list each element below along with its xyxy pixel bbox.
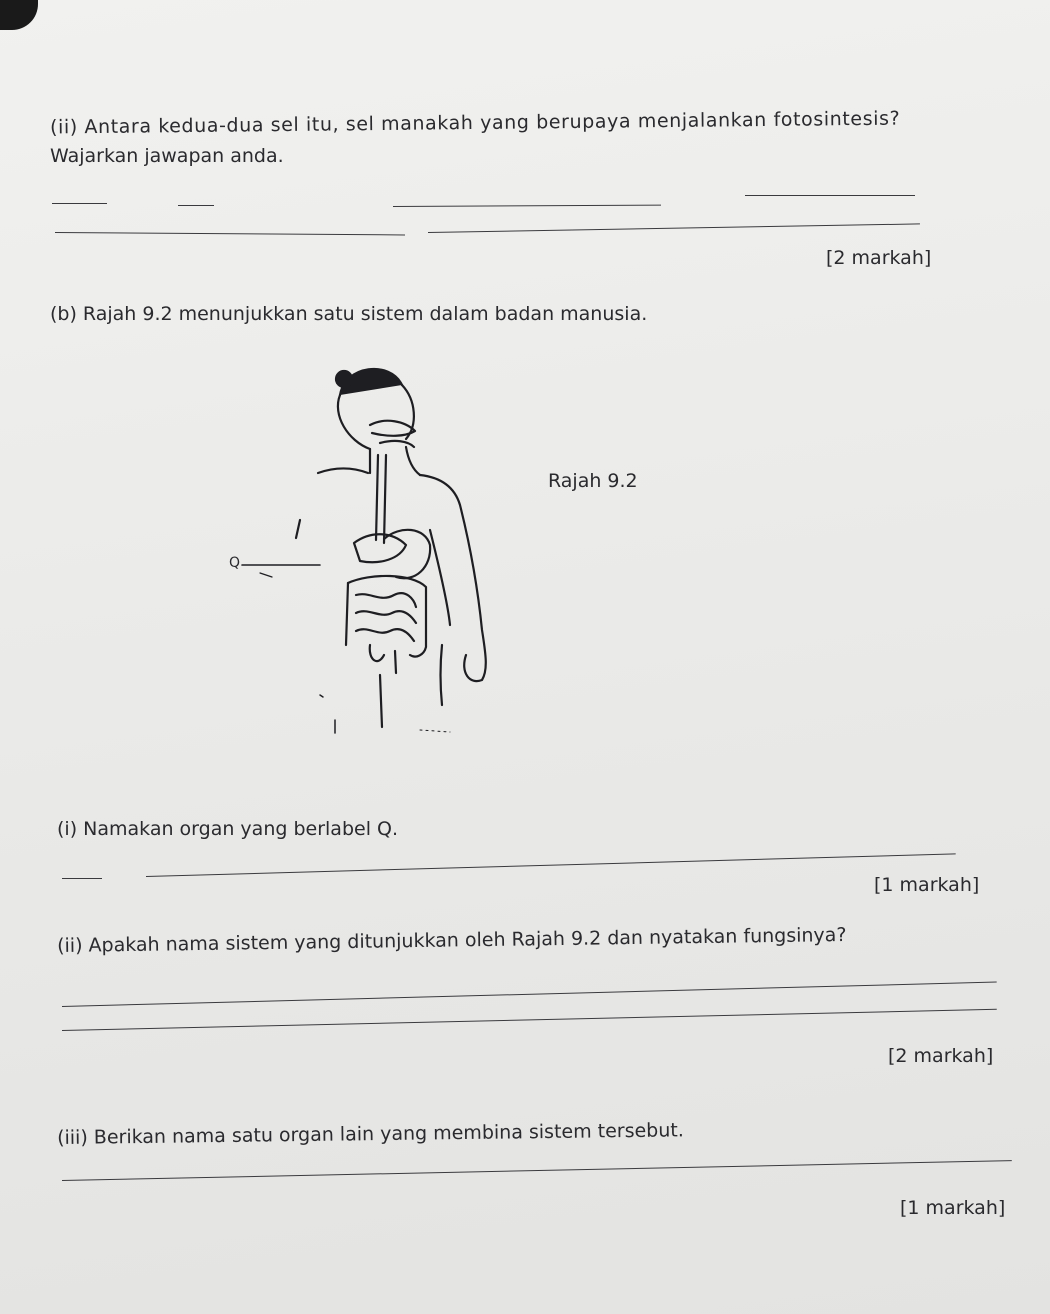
anus — [395, 651, 396, 673]
question-ii-a-line2: Wajarkan jawapan anda. — [50, 145, 284, 167]
marks-label: [2 markah] — [826, 247, 932, 269]
small-intestine-coil — [356, 593, 416, 607]
arm-left-mark — [296, 520, 300, 538]
leg-divider — [380, 675, 382, 727]
oesophagus-right — [384, 455, 386, 543]
answer-line[interactable] — [62, 1160, 1012, 1181]
answer-line[interactable] — [428, 223, 920, 233]
oesophagus-left — [376, 455, 378, 540]
ascending-colon — [346, 583, 348, 645]
rectum — [370, 645, 384, 661]
question-b-iii: (iii) Berikan nama satu organ lain yang membina sistem tersebut. — [57, 1119, 684, 1149]
marks-label: [2 markah] — [888, 1045, 994, 1067]
marks-label: [1 markah] — [874, 874, 980, 896]
question-b-ii: (ii) Apakah nama sistem yang ditunjukkan oleh Rajah 9.2 dan nyatakan fungsinya? — [57, 923, 847, 957]
answer-line[interactable] — [62, 1009, 997, 1031]
stomach-shape — [384, 530, 430, 578]
answer-line[interactable] — [178, 205, 214, 206]
hip-right — [441, 645, 443, 705]
figure-caption: Rajah 9.2 — [548, 470, 638, 492]
body-right-side — [430, 530, 450, 625]
answer-line[interactable] — [55, 232, 405, 235]
answer-line[interactable] — [393, 205, 661, 207]
tongue — [380, 441, 414, 447]
answer-line[interactable] — [745, 195, 915, 196]
question-ii-a-line1: (ii) Antara kedua-dua sel itu, sel manakah yang berupaya menjalankan fotosintesis? — [49, 107, 901, 139]
answer-line[interactable] — [62, 982, 997, 1007]
back-of-head — [402, 385, 414, 439]
small-intestine-coil — [356, 629, 414, 641]
face-outline — [338, 395, 370, 449]
figure-label-q: Q — [229, 555, 241, 571]
oral-cavity — [370, 421, 415, 436]
answer-line[interactable] — [52, 203, 107, 204]
question-b-i: (i) Namakan organ yang berlabel Q. — [57, 818, 399, 840]
answer-line[interactable] — [146, 853, 956, 877]
marks-label: [1 markah] — [900, 1197, 1006, 1219]
ink-mark — [420, 730, 450, 732]
digestive-system-diagram — [220, 355, 540, 745]
answer-line[interactable] — [62, 878, 102, 879]
hair-bun — [336, 371, 352, 387]
ink-mark — [320, 695, 323, 697]
part-b-intro: (b) Rajah 9.2 menunjukkan satu sistem dalam badan manusia. — [50, 303, 648, 325]
pointer-tick — [260, 573, 272, 577]
neck-back — [406, 447, 420, 475]
small-intestine-coil — [356, 611, 416, 623]
shoulder-left — [318, 469, 368, 474]
corner-pen-shadow — [0, 0, 38, 30]
large-intestine-outline — [348, 576, 426, 657]
arm-right — [420, 475, 486, 681]
liver-shape — [354, 534, 406, 562]
